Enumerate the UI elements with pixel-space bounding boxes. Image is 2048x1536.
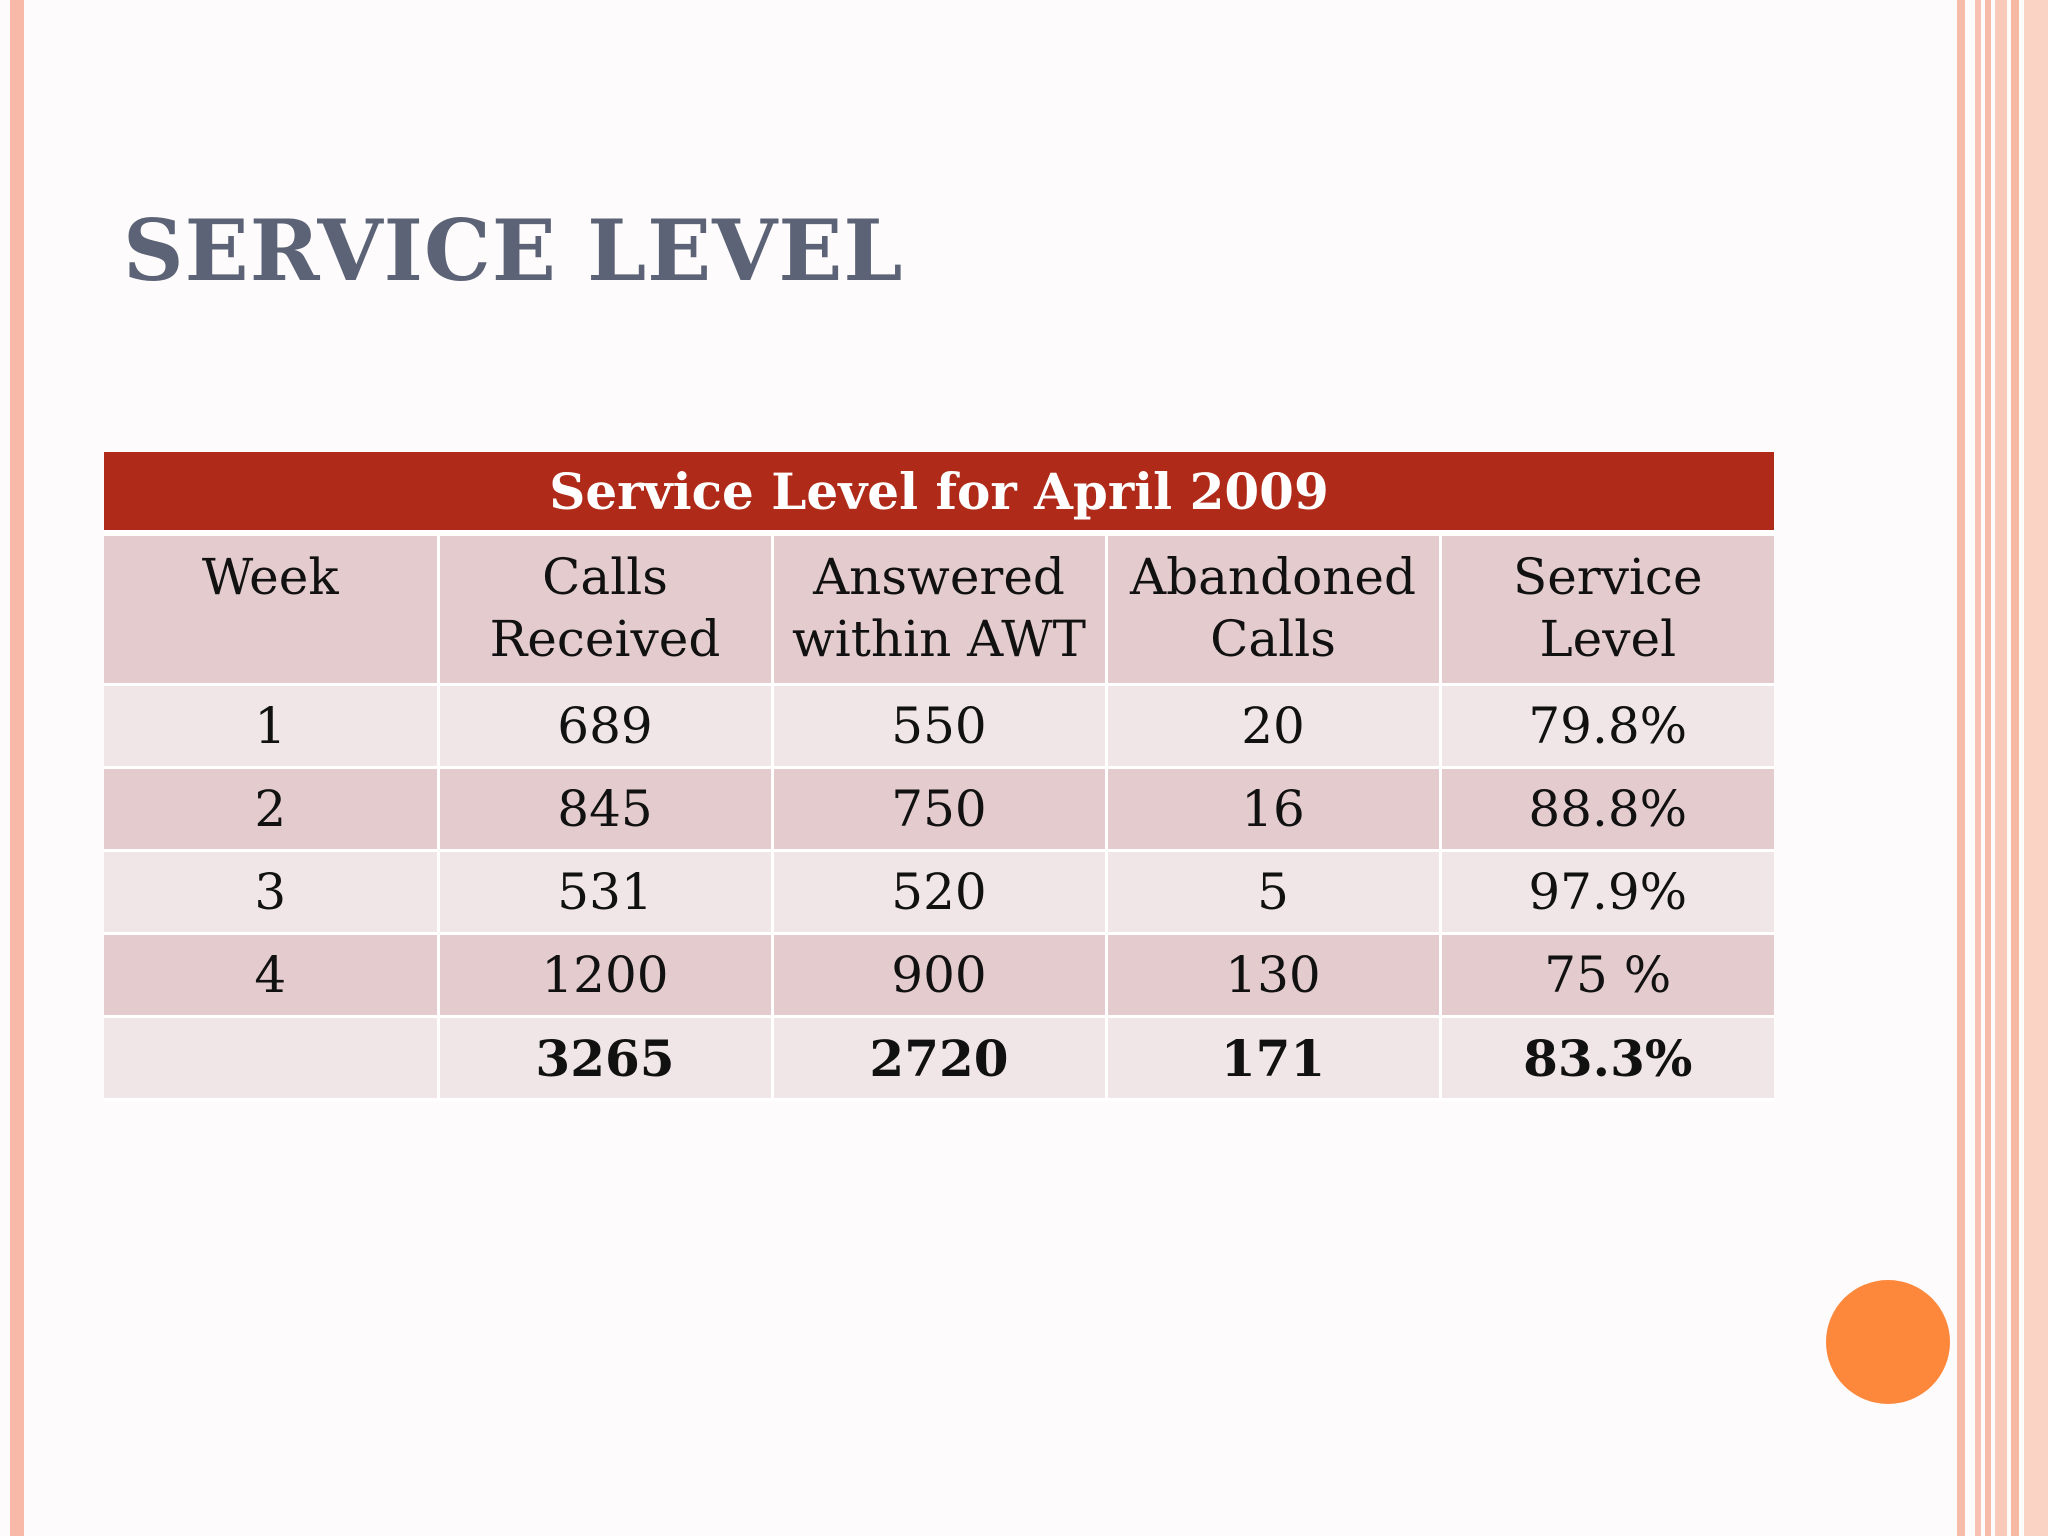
header-answered-within-awt: [772, 533, 1106, 685]
table-header-row: [104, 533, 1774, 685]
cell-week: 4: [104, 934, 438, 1017]
table-row: [104, 685, 1774, 768]
cell-answered-within-awt: 520: [772, 851, 1106, 934]
total-abandoned-calls: 171: [1106, 1017, 1440, 1100]
header-abandoned-calls: [1106, 533, 1440, 685]
service-level-table-wrapper: [104, 452, 1774, 1101]
cell-answered-within-awt: 750: [772, 768, 1106, 851]
cell-calls-received: 531: [438, 851, 772, 934]
cell-calls-received: 845: [438, 768, 772, 851]
total-service-level: 83.3%: [1440, 1017, 1774, 1100]
header-calls-received-line-1: Calls: [542, 548, 668, 606]
right-decorative-stripe: [1995, 0, 2007, 1536]
header-calls-received-line-2: Received: [489, 610, 721, 668]
slide-title: SERVICE LEVEL: [123, 201, 904, 300]
right-decorative-stripe: [1975, 0, 1981, 1536]
service-level-table: [104, 452, 1774, 1101]
cell-calls-received: 1200: [438, 934, 772, 1017]
total-week: [104, 1017, 438, 1100]
total-answered-within-awt: 2720: [772, 1017, 1106, 1100]
cell-service-level: 97.9%: [1440, 851, 1774, 934]
right-decorative-stripe: [2011, 0, 2019, 1536]
cell-abandoned-calls: 16: [1106, 768, 1440, 851]
total-calls-received: 3265: [438, 1017, 772, 1100]
cell-answered-within-awt: 900: [772, 934, 1106, 1017]
header-calls-received: [438, 533, 772, 685]
orange-dot-decoration: [1826, 1280, 1950, 1404]
table-row: [104, 768, 1774, 851]
header-abandoned-line-1: Abandoned: [1129, 548, 1417, 606]
header-abandoned-line-2: Calls: [1210, 610, 1336, 668]
right-decorative-stripe: [1957, 0, 1965, 1536]
header-service-level: [1440, 533, 1774, 685]
right-decorative-stripe: [1985, 0, 1991, 1536]
cell-week: 2: [104, 768, 438, 851]
table-caption: Service Level for April 2009: [104, 452, 1774, 533]
cell-service-level: 79.8%: [1440, 685, 1774, 768]
header-week: [104, 533, 438, 685]
header-service-level-line-2: Level: [1539, 610, 1677, 668]
table-row: [104, 934, 1774, 1017]
cell-answered-within-awt: 550: [772, 685, 1106, 768]
table-row: [104, 851, 1774, 934]
cell-abandoned-calls: 5: [1106, 851, 1440, 934]
cell-service-level: 75 %: [1440, 934, 1774, 1017]
right-decorative-stripe: [2024, 0, 2048, 1536]
header-answered-line-2: within AWT: [792, 610, 1086, 668]
cell-abandoned-calls: 130: [1106, 934, 1440, 1017]
header-service-level-line-1: Service: [1512, 548, 1703, 606]
cell-week: 1: [104, 685, 438, 768]
cell-abandoned-calls: 20: [1106, 685, 1440, 768]
table-total-row: [104, 1017, 1774, 1100]
cell-service-level: 88.8%: [1440, 768, 1774, 851]
header-week-line: Week: [201, 548, 339, 606]
cell-calls-received: 689: [438, 685, 772, 768]
cell-week: 3: [104, 851, 438, 934]
left-decorative-bar: [10, 0, 24, 1536]
header-answered-line-1: Answered: [813, 548, 1065, 606]
